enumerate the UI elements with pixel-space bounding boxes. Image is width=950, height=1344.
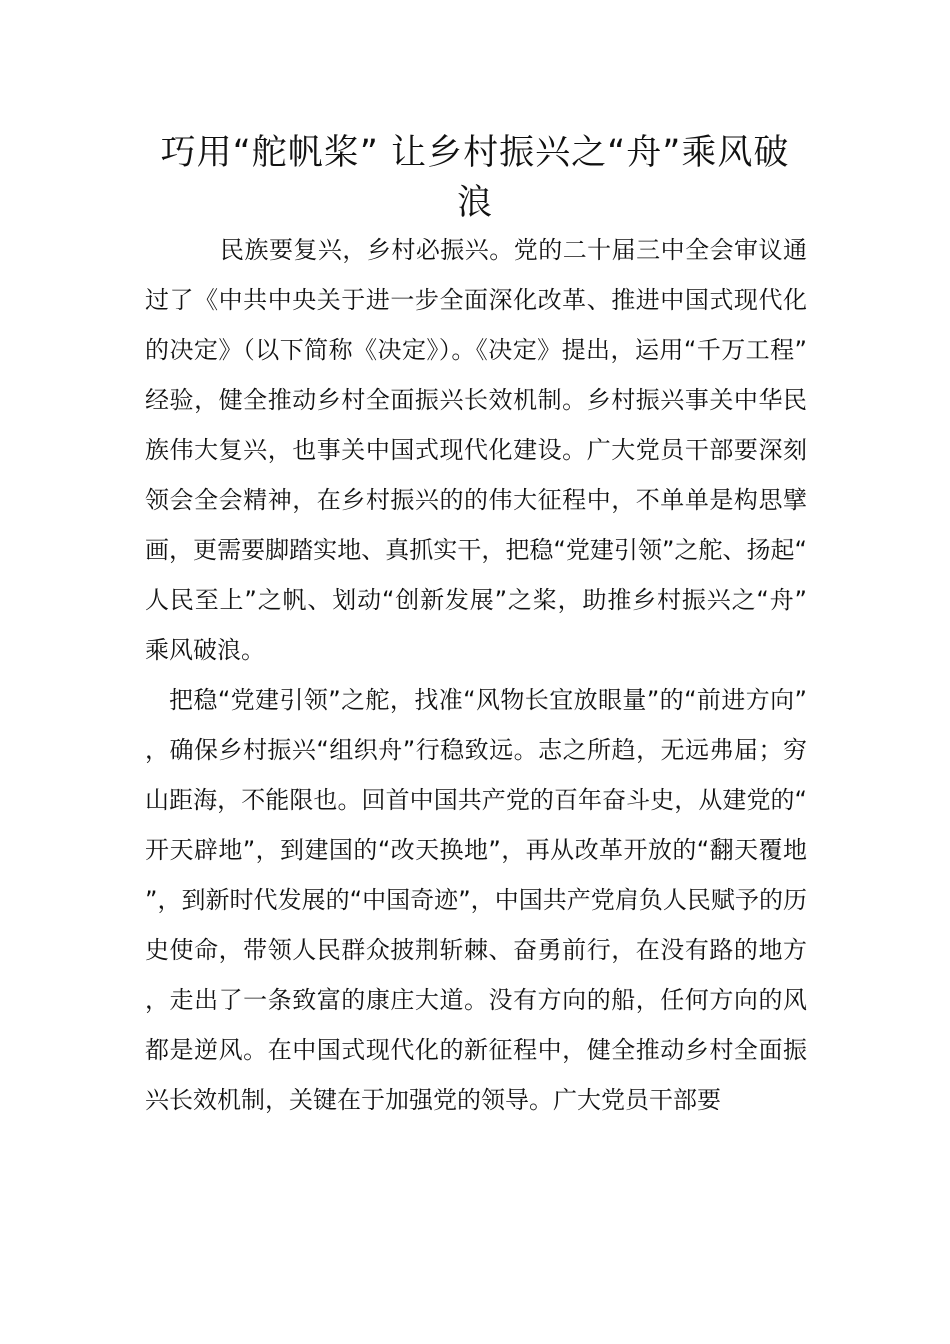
document-title: 巧用“舵帆桨” 让乡村振兴之“舟”乘风破浪	[160, 133, 790, 223]
paragraph-intro: 民族要复兴，乡村必振兴。党的二十届三中全会审议通过了《中共中央关于进一步全面深化改革、推进中国式现代化的决定》（以下简称《决定》）。《决定》提出，运用“千万工程”经验，健全推动乡村全面振兴长效机制。乡村振兴事关中华民族伟大复兴，也事关中国式现代化建设。广大党员干部要深刻领会全会精神，在乡村振兴的的伟大征程中，不单单是构思擘画，更需要脚踏实地、真抓实干，把稳“党建引领”之舵、扬起“人民至上”之帆、划动“创新发展”之桨，助推乡村振兴之“舟”乘风破浪。	[145, 236, 807, 664]
paragraph-party-leadership: 把稳“党建引领”之舵，找准“风物长宜放眼量”的“前进方向”，确保乡村振兴“组织舟”行稳致远。志之所趋，无远弗届；穷山距海，不能限也。回首中国共产党的百年奋斗史，从建党的“开天辟地”，到建国的“改天换地”，再从改革开放的“翻天覆地”，到新时代发展的“中国奇迹”，中国共产党肩负人民赋予的历史使命，带领人民群众披荆斩棘、奋勇前行，在没有路的地方，走出了一条致富的康庄大道。没有方向的船，任何方向的风都是逆风。在中国式现代化的新征程中，健全推动乡村全面振兴长效机制，关键在于加强党的领导。广大党员干部要	[145, 686, 807, 1114]
document-body	[145, 225, 807, 1125]
